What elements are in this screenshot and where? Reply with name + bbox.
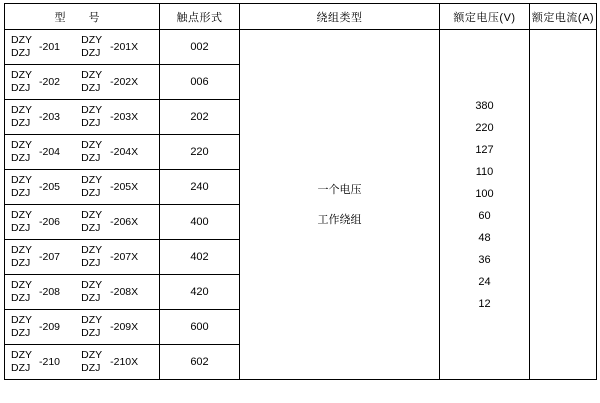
model-prefix-top-2: DZY: [81, 349, 103, 361]
model-prefix-bottom-2: DZJ: [81, 82, 101, 94]
model-suffix: -204: [39, 146, 61, 158]
model-cell: [5, 205, 160, 240]
model-suffix: -205: [39, 181, 61, 193]
model-cell: [5, 135, 160, 170]
table-header: [5, 4, 597, 30]
voltage-value: 380: [475, 99, 494, 112]
model-prefix-top-2: DZY: [81, 314, 103, 326]
model-prefix-top: DZY: [11, 139, 32, 151]
model-prefix-top-2: DZY: [81, 69, 103, 81]
model-prefix-stack: [11, 69, 38, 95]
model-cell: [5, 345, 160, 380]
model-suffix-2: -209X: [110, 321, 139, 333]
model-prefix-bottom-2: DZJ: [81, 362, 101, 374]
model-prefix-top: DZY: [11, 244, 32, 256]
model-pair-primary: [11, 69, 81, 95]
model-cell: [5, 240, 160, 275]
model-pair-secondary: [81, 349, 159, 375]
model-suffix: -209: [39, 321, 61, 333]
model-pair-primary: [11, 349, 81, 375]
model-prefix-top: DZY: [11, 279, 32, 291]
model-suffix: -203: [39, 111, 61, 123]
column-header-voltage: 额定电压(V): [440, 4, 530, 30]
model-prefix-stack-2: [81, 209, 109, 235]
model-prefix-bottom-2: DZJ: [81, 292, 101, 304]
model-pair-secondary: [81, 244, 159, 270]
model-suffix: -206: [39, 216, 61, 228]
contact-form-cell: 202: [160, 100, 240, 135]
model-cell: [5, 100, 160, 135]
model-prefix-top-2: DZY: [81, 104, 103, 116]
voltage-value: 127: [475, 143, 494, 156]
model-pair-secondary: [81, 209, 159, 235]
contact-form-cell: 006: [160, 65, 240, 100]
contact-form-cell: 400: [160, 205, 240, 240]
model-cell: [5, 310, 160, 345]
model-prefix-stack-2: [81, 279, 109, 305]
contact-form-cell: 600: [160, 310, 240, 345]
model-suffix-2: -206X: [110, 216, 139, 228]
voltage-value: 110: [475, 165, 494, 178]
voltage-value: 12: [478, 297, 491, 310]
winding-line-1: 一个电压: [317, 183, 362, 196]
model-pair-primary: [11, 314, 81, 340]
model-prefix-bottom-2: DZJ: [81, 257, 101, 269]
model-prefix-top-2: DZY: [81, 209, 103, 221]
model-suffix: -201: [39, 41, 61, 53]
model-prefix-stack: [11, 314, 38, 340]
model-prefix-stack-2: [81, 139, 109, 165]
model-prefix-top: DZY: [11, 34, 32, 46]
model-suffix: -208: [39, 286, 61, 298]
model-prefix-bottom-2: DZJ: [81, 47, 101, 59]
model-prefix-top-2: DZY: [81, 279, 103, 291]
model-suffix: -202: [39, 76, 61, 88]
voltage-value: 220: [475, 121, 494, 134]
model-pair-primary: [11, 174, 81, 200]
model-prefix-stack: [11, 279, 38, 305]
model-suffix-2: -205X: [110, 181, 139, 193]
winding-type-cell: [240, 30, 440, 380]
rated-current-cell: [530, 30, 597, 380]
model-prefix-stack: [11, 209, 38, 235]
table-body: [5, 30, 597, 380]
model-prefix-top-2: DZY: [81, 244, 103, 256]
model-prefix-top: DZY: [11, 209, 32, 221]
model-prefix-bottom-2: DZJ: [81, 222, 101, 234]
voltage-value: 100: [475, 187, 494, 200]
column-header-contact: 触点形式: [160, 4, 240, 30]
model-prefix-stack-2: [81, 244, 109, 270]
model-pair-primary: [11, 104, 81, 130]
model-prefix-bottom: DZJ: [11, 152, 31, 164]
model-prefix-top-2: DZY: [81, 139, 103, 151]
model-prefix-top: DZY: [11, 69, 32, 81]
model-prefix-stack: [11, 349, 38, 375]
voltage-value: 24: [478, 275, 491, 288]
model-pair-secondary: [81, 174, 159, 200]
voltage-value: 36: [478, 253, 491, 266]
model-pair-secondary: [81, 279, 159, 305]
contact-form-cell: 220: [160, 135, 240, 170]
contact-form-cell: 240: [160, 170, 240, 205]
column-header-model: 型 号: [5, 4, 160, 30]
model-suffix-2: -207X: [110, 251, 139, 263]
model-suffix-2: -203X: [110, 111, 139, 123]
contact-form-cell: 602: [160, 345, 240, 380]
model-prefix-bottom: DZJ: [11, 117, 31, 129]
model-pair-primary: [11, 139, 81, 165]
model-prefix-bottom: DZJ: [11, 327, 31, 339]
model-prefix-top: DZY: [11, 314, 32, 326]
model-prefix-bottom: DZJ: [11, 292, 31, 304]
model-prefix-stack-2: [81, 314, 109, 340]
model-pair-secondary: [81, 139, 159, 165]
model-prefix-top-2: DZY: [81, 34, 103, 46]
model-prefix-bottom: DZJ: [11, 362, 31, 374]
model-cell: [5, 30, 160, 65]
model-prefix-stack-2: [81, 104, 109, 130]
voltage-value: 48: [478, 231, 491, 244]
model-pair-secondary: [81, 314, 159, 340]
model-pair-secondary: [81, 104, 159, 130]
model-suffix: -210: [39, 356, 61, 368]
model-prefix-stack: [11, 174, 38, 200]
model-prefix-stack-2: [81, 34, 109, 60]
model-suffix-2: -208X: [110, 286, 139, 298]
model-cell: [5, 170, 160, 205]
winding-line-2: 工作绕组: [317, 213, 362, 226]
document-page: [0, 3, 600, 403]
model-suffix-2: -204X: [110, 146, 139, 158]
model-cell: [5, 275, 160, 310]
specification-table: [4, 3, 597, 380]
model-prefix-bottom-2: DZJ: [81, 117, 101, 129]
model-pair-secondary: [81, 69, 159, 95]
model-prefix-stack: [11, 34, 38, 60]
model-prefix-bottom: DZJ: [11, 257, 31, 269]
column-header-winding: 绕组类型: [240, 4, 440, 30]
model-prefix-top-2: DZY: [81, 174, 103, 186]
model-prefix-stack-2: [81, 349, 109, 375]
model-prefix-bottom-2: DZJ: [81, 187, 101, 199]
model-prefix-top: DZY: [11, 349, 32, 361]
model-prefix-top: DZY: [11, 174, 32, 186]
model-suffix-2: -210X: [110, 356, 139, 368]
column-header-current: 额定电流(A): [530, 4, 597, 30]
contact-form-cell: 002: [160, 30, 240, 65]
model-suffix-2: -202X: [110, 76, 139, 88]
rated-voltage-cell: [440, 30, 530, 380]
model-prefix-bottom: DZJ: [11, 222, 31, 234]
model-prefix-stack: [11, 139, 38, 165]
model-pair-primary: [11, 279, 81, 305]
contact-form-cell: 402: [160, 240, 240, 275]
model-suffix-2: -201X: [110, 41, 139, 53]
model-pair-secondary: [81, 34, 159, 60]
model-pair-primary: [11, 209, 81, 235]
model-prefix-bottom: DZJ: [11, 47, 31, 59]
model-prefix-bottom: DZJ: [11, 187, 31, 199]
model-suffix: -207: [39, 251, 61, 263]
model-prefix-bottom: DZJ: [11, 82, 31, 94]
model-prefix-stack-2: [81, 69, 109, 95]
model-cell: [5, 65, 160, 100]
model-prefix-stack-2: [81, 174, 109, 200]
contact-form-cell: 420: [160, 275, 240, 310]
model-prefix-bottom-2: DZJ: [81, 327, 101, 339]
voltage-value: 60: [478, 209, 491, 222]
model-prefix-top: DZY: [11, 104, 32, 116]
model-prefix-bottom-2: DZJ: [81, 152, 101, 164]
model-pair-primary: [11, 244, 81, 270]
model-prefix-stack: [11, 244, 38, 270]
header-row: [5, 4, 597, 30]
model-prefix-stack: [11, 104, 38, 130]
table-row: [5, 30, 597, 65]
model-pair-primary: [11, 34, 81, 60]
